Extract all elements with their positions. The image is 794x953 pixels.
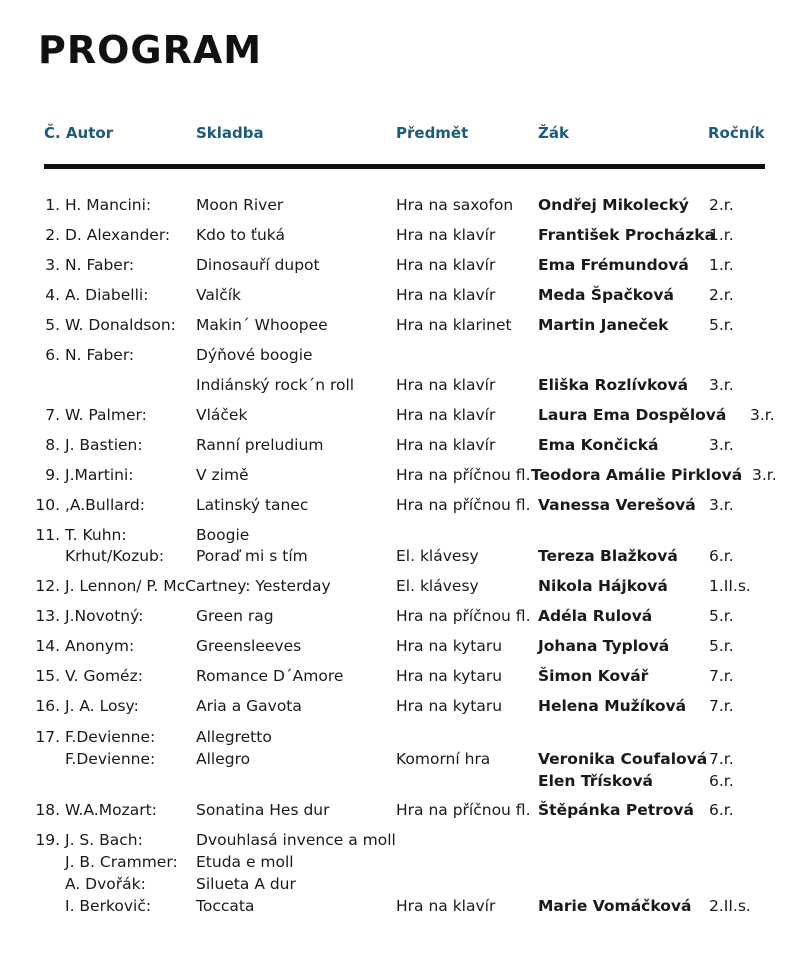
row-autor: F.Devienne: <box>65 728 156 746</box>
row-rocnik: 3.r. <box>752 466 777 484</box>
row-autor: J. B. Crammer: <box>65 853 178 871</box>
row-zak: Ema Frémundová <box>538 256 689 274</box>
row-zak: Šimon Kovář <box>538 667 649 685</box>
row-predmet: Komorní hra <box>396 750 491 768</box>
row-rocnik: 2.II.s. <box>709 897 751 915</box>
row-predmet: Hra na příčnou fl. <box>396 496 531 514</box>
row-number: 7. <box>45 406 60 424</box>
row-rocnik: 3.r. <box>709 436 734 454</box>
row-skladba: Romance D´Amore <box>196 667 344 685</box>
row-rocnik: 7.r. <box>709 697 734 715</box>
row-skladba: Dvouhlasá invence a moll <box>196 831 396 849</box>
row-zak: Ondřej Mikolecký <box>538 196 689 214</box>
row-zak: Martin Janeček <box>538 316 669 334</box>
row-number: 15. <box>35 667 60 685</box>
row-autor: T. Kuhn: <box>65 526 127 544</box>
row-autor: N. Faber: <box>65 256 135 274</box>
page-title: PROGRAM <box>38 28 263 72</box>
row-predmet: Hra na příčnou fl. <box>396 466 531 484</box>
row-autor: W.A.Mozart: <box>65 801 157 819</box>
row-zak: Veronika Coufalová <box>538 750 708 768</box>
row-skladba: Moon River <box>196 196 284 214</box>
row-rocnik: 5.r. <box>709 316 734 334</box>
row-predmet: Hra na klavír <box>396 226 496 244</box>
row-autor: J.Novotný: <box>65 607 144 625</box>
row-zak: Helena Mužíková <box>538 697 687 715</box>
row-zak: Tereza Blažková <box>538 547 678 565</box>
row-number: 14. <box>35 637 60 655</box>
row-autor: Krhut/Kozub: <box>65 547 165 565</box>
row-skladba: Toccata <box>196 897 255 915</box>
row-number: 10. <box>35 496 60 514</box>
row-number: 18. <box>35 801 60 819</box>
row-predmet: El. klávesy <box>396 577 479 595</box>
header-predmet: Předmět <box>396 124 469 142</box>
row-number: 12. <box>35 577 60 595</box>
row-skladba: Poraď mi s tím <box>196 547 308 565</box>
row-rocnik: 5.r. <box>709 607 734 625</box>
row-skladba: Valčík <box>196 286 242 304</box>
row-skladba: Silueta A dur <box>196 875 296 893</box>
row-zak: Johana Typlová <box>538 637 670 655</box>
row-skladba: Kdo to ťuká <box>196 226 286 244</box>
header-divider <box>44 164 765 169</box>
row-predmet: Hra na klarinet <box>396 316 512 334</box>
row-predmet: Hra na příčnou fl. <box>396 801 531 819</box>
row-number: 9. <box>45 466 60 484</box>
row-autor: Anonym: <box>65 637 135 655</box>
row-autor: V. Goméz: <box>65 667 143 685</box>
row-number: 6. <box>45 346 60 364</box>
row-skladba: Boogie <box>196 526 250 544</box>
row-autor: H. Mancini: <box>65 196 152 214</box>
row-autor: A. Diabelli: <box>65 286 149 304</box>
row-zak: Adéla Rulová <box>538 607 653 625</box>
row-number: 3. <box>45 256 60 274</box>
row-rocnik: 7.r. <box>709 667 734 685</box>
row-rocnik: 3.r. <box>709 496 734 514</box>
header-zak: Žák <box>538 124 569 142</box>
row-skladba: Sonatina Hes dur <box>196 801 330 819</box>
row-skladba: Latinský tanec <box>196 496 309 514</box>
row-autor: F.Devienne: <box>65 750 156 768</box>
header-skladba: Skladba <box>196 124 264 142</box>
row-skladba: Green rag <box>196 607 274 625</box>
row-autor: J. S. Bach: <box>65 831 143 849</box>
row-autor: W. Palmer: <box>65 406 147 424</box>
row-number: 4. <box>45 286 60 304</box>
row-rocnik: 1.II.s. <box>709 577 751 595</box>
row-rocnik: 3.r. <box>750 406 775 424</box>
row-number: 11. <box>35 526 60 544</box>
row-autor: I. Berkovič: <box>65 897 152 915</box>
row-zak: František Procházka <box>538 226 716 244</box>
row-predmet: Hra na kytaru <box>396 697 503 715</box>
row-predmet: Hra na příčnou fl. <box>396 607 531 625</box>
row-skladba: Makin´ Whoopee <box>196 316 328 334</box>
row-autor: A. Dvořák: <box>65 875 146 893</box>
row-zak: Ema Končická <box>538 436 659 454</box>
row-predmet: Hra na klavír <box>396 897 496 915</box>
row-autor: D. Alexander: <box>65 226 171 244</box>
row-rocnik: 2.r. <box>709 196 734 214</box>
row-zak: Nikola Hájková <box>538 577 668 595</box>
row-autor: J. A. Losy: <box>65 697 139 715</box>
row-number: 17. <box>35 728 60 746</box>
row-autor: J. Lennon/ P. McCartney: Yesterday <box>65 577 331 595</box>
row-autor: J.Martini: <box>65 466 134 484</box>
row-number: 8. <box>45 436 60 454</box>
row-skladba: Dýňové boogie <box>196 346 313 364</box>
row-autor: J. Bastien: <box>65 436 143 454</box>
header-rocnik: Ročník <box>708 124 765 142</box>
row-zak: Laura Ema Dospělová <box>538 406 727 424</box>
row-autor: ,A.Bullard: <box>65 496 145 514</box>
row-skladba: Indiánský rock´n roll <box>196 376 355 394</box>
row-predmet: Hra na kytaru <box>396 637 503 655</box>
row-number: 1. <box>45 196 60 214</box>
row-predmet: Hra na klavír <box>396 256 496 274</box>
row-rocnik: 6.r. <box>709 801 734 819</box>
row-predmet: Hra na klavír <box>396 436 496 454</box>
row-skladba: Aria a Gavota <box>196 697 302 715</box>
row-zak: Elen Třísková <box>538 772 654 790</box>
row-rocnik: 1.r. <box>709 256 734 274</box>
header-cislo-autor: Č. Autor <box>44 124 114 142</box>
row-skladba: Vláček <box>196 406 248 424</box>
row-zak: Vanessa Verešová <box>538 496 696 514</box>
row-zak: Meda Špačková <box>538 286 674 304</box>
row-skladba: Dinosauří dupot <box>196 256 320 274</box>
row-skladba: Ranní preludium <box>196 436 324 454</box>
row-zak: Štěpánka Petrová <box>538 801 694 819</box>
row-number: 19. <box>35 831 60 849</box>
row-number: 16. <box>35 697 60 715</box>
row-skladba: Allegro <box>196 750 251 768</box>
row-skladba: Allegretto <box>196 728 272 746</box>
row-rocnik: 6.r. <box>709 547 734 565</box>
row-rocnik: 7.r. <box>709 750 734 768</box>
row-zak: Marie Vomáčková <box>538 897 692 915</box>
row-number: 5. <box>45 316 60 334</box>
row-skladba: Etuda e moll <box>196 853 294 871</box>
row-number: 13. <box>35 607 60 625</box>
row-number: 2. <box>45 226 60 244</box>
row-predmet: Hra na kytaru <box>396 667 503 685</box>
row-predmet: Hra na klavír <box>396 376 496 394</box>
row-predmet: Hra na saxofon <box>396 196 514 214</box>
row-zak: Eliška Rozlívková <box>538 376 689 394</box>
row-zak: Teodora Amálie Pirklová <box>531 466 743 484</box>
row-rocnik: 1.r. <box>709 226 734 244</box>
row-skladba: Greensleeves <box>196 637 302 655</box>
row-rocnik: 2.r. <box>709 286 734 304</box>
row-predmet: Hra na klavír <box>396 286 496 304</box>
row-autor: N. Faber: <box>65 346 135 364</box>
row-rocnik: 6.r. <box>709 772 734 790</box>
row-predmet: El. klávesy <box>396 547 479 565</box>
row-rocnik: 3.r. <box>709 376 734 394</box>
row-skladba: V zimě <box>196 466 249 484</box>
row-predmet: Hra na klavír <box>396 406 496 424</box>
row-rocnik: 5.r. <box>709 637 734 655</box>
row-autor: W. Donaldson: <box>65 316 176 334</box>
